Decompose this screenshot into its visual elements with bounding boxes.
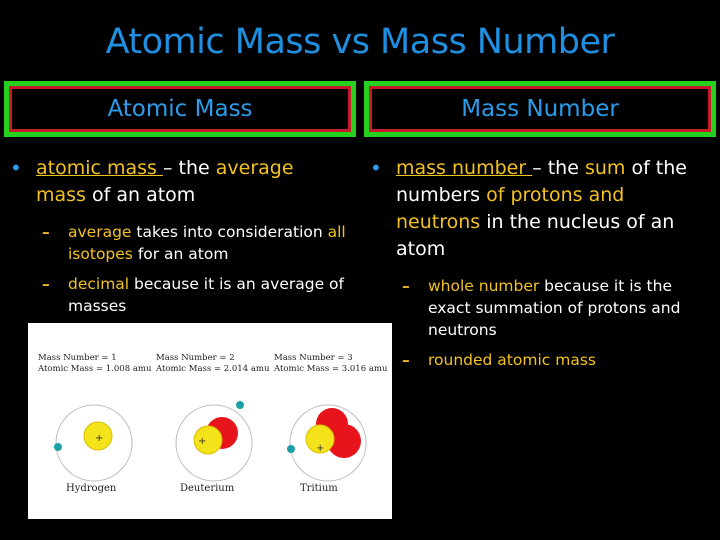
plus-sign: + xyxy=(198,436,207,447)
atomic-mass-column xyxy=(8,155,348,317)
sub-text: takes into consideration xyxy=(131,223,328,241)
sub-decimal: decimal xyxy=(68,275,130,293)
mass-number-header xyxy=(364,81,716,137)
sub-isotopes: all isotopes xyxy=(68,223,346,263)
term-sum: sum xyxy=(584,157,626,179)
sub-point-whole-number xyxy=(368,275,713,341)
atomic-mass-definition xyxy=(8,155,348,209)
sub-whole-number: whole number xyxy=(428,277,540,295)
electron xyxy=(287,445,295,453)
mass-number-header-label: Mass Number xyxy=(461,96,619,122)
bullet-icon: • xyxy=(370,156,382,180)
dash-icon: – xyxy=(42,223,50,241)
atomic-mass-header xyxy=(4,81,356,137)
mass-number-definition xyxy=(368,155,713,263)
deuterium-name: Deuterium xyxy=(180,483,235,494)
term-average: average xyxy=(215,157,294,179)
sub-rounded-atomic-mass: rounded atomic mass xyxy=(428,351,596,369)
term-protons-neutrons: of protons and neutrons xyxy=(396,184,625,233)
sub-point-rounded xyxy=(368,349,713,371)
atomic-mass-header-label: Atomic Mass xyxy=(107,96,253,122)
term-atomic-mass: atomic mass xyxy=(36,157,163,179)
tritium-atomic-mass: Atomic Mass = 3.016 amu xyxy=(274,364,388,374)
deuterium-atom xyxy=(176,401,252,481)
dash-icon: – xyxy=(402,351,410,369)
plus-sign: + xyxy=(95,433,104,444)
mass-number-column xyxy=(368,155,713,371)
definition-dash: – the xyxy=(532,157,585,179)
definition-of: of the numbers xyxy=(396,157,687,206)
term-mass: mass xyxy=(36,184,86,206)
dash-icon: – xyxy=(402,277,410,295)
sub-text: because it is an average of masses xyxy=(68,275,344,315)
hydrogen-mass-number: Mass Number = 1 xyxy=(38,353,117,363)
bullet-icon: • xyxy=(10,156,22,180)
hydrogen-name: Hydrogen xyxy=(66,483,117,494)
hydrogen-atom xyxy=(54,405,132,481)
tritium-atom xyxy=(287,405,366,481)
definition-the: the xyxy=(178,157,216,179)
tritium-name: Tritium xyxy=(300,483,338,494)
sub-point-decimal xyxy=(8,273,348,317)
sub-text: because it is the exact summation of protons and neutrons xyxy=(428,277,681,339)
sub-average: average xyxy=(68,223,132,241)
hydrogen-atomic-mass: Atomic Mass = 1.008 amu xyxy=(38,364,152,374)
dash-icon: – xyxy=(42,275,50,293)
plus-sign: + xyxy=(316,443,325,454)
sub-point-average xyxy=(8,221,348,265)
electron xyxy=(54,443,62,451)
sub-text-2: for an atom xyxy=(132,245,229,263)
isotopes-figure xyxy=(28,323,392,519)
slide-title: Atomic Mass vs Mass Number xyxy=(105,22,615,62)
definition-dash: – xyxy=(162,157,179,179)
term-mass-number: mass number xyxy=(396,157,533,179)
definition-rest: of an atom xyxy=(85,184,196,206)
deuterium-mass-number: Mass Number = 2 xyxy=(156,353,235,363)
tritium-mass-number: Mass Number = 3 xyxy=(274,353,353,363)
deuterium-atomic-mass: Atomic Mass = 2.014 amu xyxy=(156,364,270,374)
electron xyxy=(236,401,244,409)
definition-rest: in the nucleus of an atom xyxy=(396,211,675,260)
